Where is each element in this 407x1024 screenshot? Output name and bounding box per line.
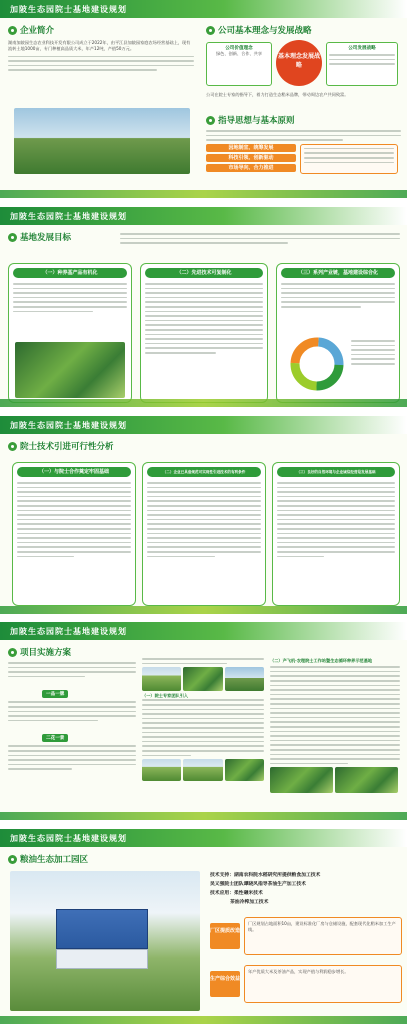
mid-photo: [142, 667, 181, 691]
mid-photo-row-2: [142, 759, 264, 781]
goal-box-1-photo: [15, 342, 125, 398]
guide-section: [206, 114, 401, 188]
plant-wall: [56, 949, 148, 969]
panel-banner: 加陂生态园院士基地建设规划: [0, 207, 407, 225]
guide-diagram: [206, 144, 401, 188]
feasibility-box-2: [142, 462, 266, 606]
panel-goals: [0, 207, 407, 407]
panel-banner: 加陂生态园院士基地建设规划: [0, 829, 407, 847]
mid-photo: [225, 667, 264, 691]
support-line-3: 技术应用：柔性碾米技术: [210, 891, 263, 896]
mid-photo: [183, 759, 222, 781]
plant-upgrade-box: [244, 917, 402, 955]
support-line-4: 茶油冷榨加工技术: [230, 900, 269, 905]
goal-ring-diagram: [287, 334, 347, 394]
implementation-left-col: [8, 662, 136, 773]
intro-text-lines: [8, 56, 194, 71]
right-photo: [335, 767, 398, 793]
enterprise-photo: [14, 108, 190, 174]
mid-photo: [225, 759, 264, 781]
guide-title: 指导思想与基本原则: [206, 114, 401, 126]
support-line-2: 吴义强院士团队谭晓风指导茶油生产加工技术: [210, 882, 306, 887]
mid-photo: [183, 667, 222, 691]
concept-title: 公司基本理念与发展战略: [206, 24, 401, 36]
bullet-icon: [8, 442, 17, 451]
goal-box-2: [140, 263, 268, 403]
guide-orange-3: 市场导向、合力推进: [206, 164, 296, 172]
plant-roof: [56, 909, 148, 949]
concept-right-head: 公司发展战略: [348, 46, 376, 51]
bullet-icon: [8, 26, 17, 35]
feasibility-box-1-head: （一）与院士合作奠定牢固基础: [17, 467, 131, 477]
mid-photo-row-1: [142, 667, 264, 691]
guide-principle-box: [300, 144, 398, 174]
right-photo-row: [270, 767, 400, 793]
goal-box-1-head: （一）种养基产品有机化: [13, 268, 127, 278]
goal-title: 基地发展目标: [8, 231, 71, 243]
plant-upgrade-text: 厂区规划占地面积10亩，建设标准化厂房与仓储设施，配套现代化稻米加工生产线。: [248, 921, 396, 933]
plant-upgrade-block: [210, 917, 402, 957]
implementation-title: 项目实施方案: [8, 646, 71, 658]
goal-box-2-head: （二）先进技术可复制化: [145, 268, 263, 278]
right-photo: [270, 767, 333, 793]
concept-left-body: 绿色、创新、合作、共享: [215, 51, 263, 56]
intro-text: 湖南加陂园生态农业科技开发有限公司成立于2022年，由平江县加陂园家庭农场经营基础上，现有流转土地1000亩，专门种植高品质大米，年产12吨，产值50万元。: [8, 40, 191, 52]
implementation-right-col: [270, 658, 400, 793]
concept-bottom-text: 公司在院士专家的指导下，着力打造生态稻米品牌，带动周边农户共同致富。: [206, 92, 349, 97]
bullet-icon: [206, 116, 215, 125]
processing-support: [210, 871, 402, 907]
panel-banner: 加陂生态园院士基地建设规划: [0, 0, 407, 18]
intro-title: 企业简介: [8, 24, 194, 36]
feasibility-box-2-head: （二）企业已具备规范可实现性引进技术的有利条件: [147, 467, 261, 477]
bullet-icon: [8, 855, 17, 864]
feasibility-box-1: [12, 462, 136, 606]
bullet-icon: [8, 648, 17, 657]
implementation-sub3: （二）产飞机·农理院士工作站暨生态循环种养示范基地: [270, 658, 373, 663]
guide-orange-list: [206, 144, 296, 172]
panel-processing: [0, 829, 407, 1024]
goal-box-3: [276, 263, 400, 403]
panel-banner: 加陂生态园院士基地建设规划: [0, 622, 407, 640]
implementation-mid-col: [142, 658, 264, 781]
concept-diagram: [206, 40, 401, 92]
bullet-icon: [206, 26, 215, 35]
concept-left-head: 公司价值理念: [225, 46, 253, 51]
support-line-1: 技术支持：湖南农科院水稻研究所提供粮食加工技术: [210, 873, 321, 878]
tag-two-flower: 二花一景: [42, 734, 68, 742]
goal-intro-lines: [120, 233, 400, 247]
panel-feasibility: [0, 416, 407, 614]
feasibility-box-3-head: （三）良好的自然环境与企业诚信经营是发展基础: [277, 467, 395, 477]
benefit-text: 年产优质大米及茶油产品，实现产值与利润稳步增长。: [248, 969, 349, 974]
implementation-sub1: （一）院士专家团队引入: [142, 693, 189, 699]
panel-banner: 加陂生态园院士基地建设规划: [0, 416, 407, 434]
panel-enterprise: [0, 0, 407, 198]
processing-title: 粮油生态加工园区: [8, 853, 88, 865]
benefit-box: [244, 965, 402, 1003]
benefit-block: [210, 965, 402, 1005]
concept-center-circle: 基本理念发展战略: [276, 40, 322, 86]
feasibility-title: 院士技术引进可行性分析: [8, 440, 114, 452]
feasibility-box-3: [272, 462, 400, 606]
panel-implementation: [0, 622, 407, 820]
concept-section: [206, 24, 401, 98]
intro-section: [8, 24, 194, 74]
concept-left-box: [206, 42, 272, 86]
goal-box-1: [8, 263, 132, 403]
concept-right-box: [326, 42, 398, 86]
tag-one-brand: 一品一牌: [42, 690, 68, 698]
processing-plant-photo: [10, 871, 200, 1011]
guide-orange-1: 因地制宜、统筹发展: [206, 144, 296, 152]
guide-orange-2: 科技引领、创新驱动: [206, 154, 296, 162]
goal-box-3-head: （三）系列产业链，基地建设综合化: [281, 268, 395, 278]
mid-photo: [142, 759, 181, 781]
bullet-icon: [8, 233, 17, 242]
benefit-label: 生产综合效益: [210, 971, 240, 997]
plant-upgrade-label: 厂区提质改造: [210, 923, 240, 949]
